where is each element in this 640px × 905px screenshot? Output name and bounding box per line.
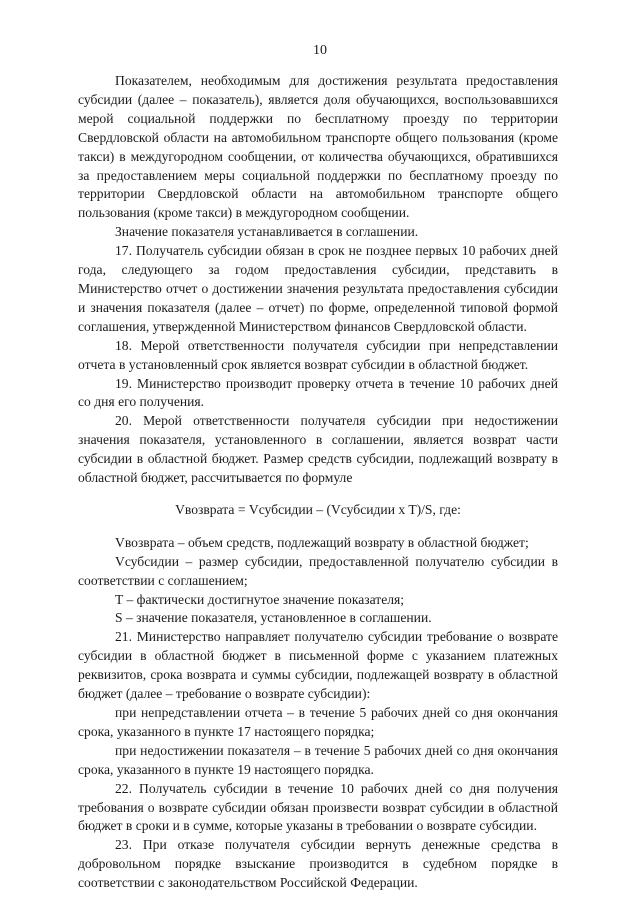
paragraph-19: 19. Министерство производит проверку отчета в течение 10 рабочих дней со дня его получения. bbox=[78, 375, 558, 410]
refund-formula: Vвозврата = Vсубсидии – (Vсубсидии x T)/S, где: bbox=[175, 501, 461, 517]
paragraph-20: 20. Мерой ответственности получателя субсидии при недостижении значения показателя, установленного в соглашении, является возврат части субсидии в областной бюджет. Размер средств субсидии, подлежащий возврату в областной бюджет, рассчитывается по формуле bbox=[78, 413, 558, 486]
paragraph-indicator-definition: Показателем, необходимым для достижения результата предоставления субсидии (далее – показатель), является доля обучающихся, воспользовавшихся мерой социальной поддержки по бесплатному проезду по территории Свердловской области на автомобильном транспорте общего пользования (кроме такси) в междугородном сообщении, от количества обучающихся, обратившихся за предоставлением меры социальной поддержки по бесплатному проезду по территории Свердловской области на автомобильном транспорте общего пользования (кроме такси) в междугородном сообщении. bbox=[78, 73, 558, 221]
document-body bbox=[78, 72, 558, 893]
page-number: 10 bbox=[313, 43, 327, 58]
paragraph-23: 23. При отказе получателя субсидии вернуть денежные средства в добровольном порядке взыскание производится в судебном порядке в соответствии с законодательством Российской Федерации. bbox=[78, 837, 558, 891]
paragraph-22: 22. Получатель субсидии в течение 10 рабочих дней со дня получения требования о возврате субсидии обязан произвести возврат субсидии в областной бюджет в сроки и в сумме, которые указаны в требовании о возврате субсидии. bbox=[78, 780, 558, 834]
definition-v-subsidy: Vсубсидии – размер субсидии, предоставленной получателю субсидии в соответствии с соглашением; bbox=[78, 553, 558, 588]
paragraph-17: 17. Получатель субсидии обязан в срок не позднее первых 10 рабочих дней года, следующего за годом предоставления субсидии, представить в Министерство отчет о достижении значения результата предоставления субсидии и значения показателя (далее – отчет) по форме, определенной типовой формой соглашения, утвержденной Министерством финансов Свердловской области. bbox=[78, 243, 558, 334]
definition-t: T – фактически достигнутое значение показателя; bbox=[115, 591, 405, 607]
definition-v-refund: Vвозврата – объем средств, подлежащий возврату в областной бюджет; bbox=[115, 534, 529, 550]
paragraph-21-case-indicator: при недостижении показателя – в течение 5 рабочих дней со дня окончания срока, указанного в пункте 19 настоящего порядка. bbox=[78, 742, 558, 777]
paragraph-21: 21. Министерство направляет получателю субсидии требование о возврате субсидии в областной бюджет в письменной форме с указанием платежных реквизитов, срока возврата и суммы субсидии, подлежащей возврату в областной бюджет (далее – требование о возврате субсидии): bbox=[78, 629, 558, 702]
definition-s: S – значение показателя, установленное в соглашении. bbox=[115, 610, 432, 626]
paragraph-indicator-value: Значение показателя устанавливается в соглашении. bbox=[115, 224, 419, 240]
paragraph-21-case-report: при непредставлении отчета – в течение 5 рабочих дней со дня окончания срока, указанного в пункте 17 настоящего порядка; bbox=[78, 705, 558, 739]
paragraph-18: 18. Мерой ответственности получателя субсидии при непредставлении отчета в установленный срок является возврат субсидии в областной бюджет. bbox=[78, 337, 558, 372]
